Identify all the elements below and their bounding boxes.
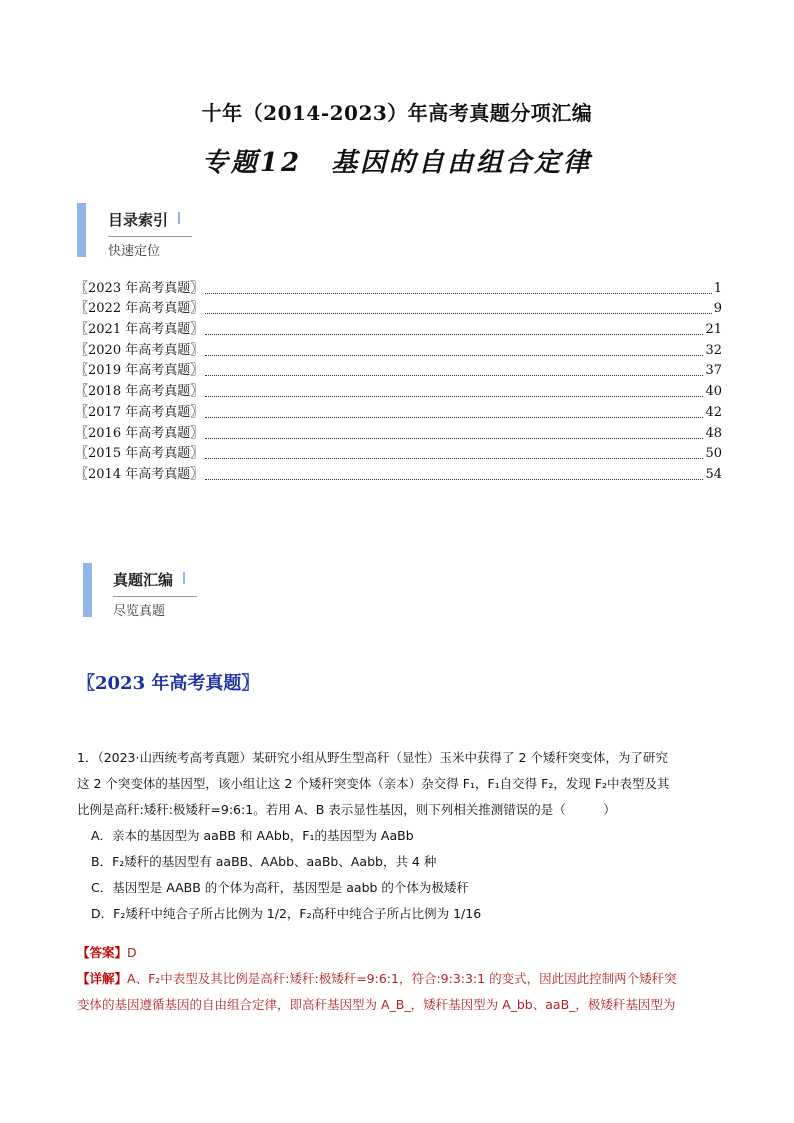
answer-tag: 【答案】 (77, 945, 128, 960)
option-b: B．F₂矮秆的基因型有 aaBB、AAbb、aaBb、Aabb，共 4 种 (91, 854, 437, 869)
toc-entry-label: 〖2019 年高考真题〗 (75, 363, 204, 379)
toc-leader-dots (205, 438, 703, 439)
question-stem-line: 1．（2023·山西统考高考真题）某研究小组从野生型高秆（显性）玉米中获得了 2 个矮秆突变体，为了研究 (77, 750, 668, 765)
toc-entry-label: 〖2016 年高考真题〗 (75, 425, 204, 441)
toc-entry-page: 48 (705, 425, 722, 441)
collection-section-subtitle: 尽览真题 (113, 604, 166, 619)
toc-section-bar (77, 203, 86, 257)
toc-entry[interactable] (75, 276, 722, 297)
toc-leader-dots (205, 396, 703, 397)
question-block (77, 745, 722, 927)
toc-entry-page: 9 (713, 301, 722, 317)
option-c: C．基因型是 AABB 的个体为高秆，基因型是 aabb 的个体为极矮秆 (91, 880, 469, 895)
toc-entry[interactable] (75, 462, 722, 483)
collection-section-bar (83, 563, 92, 617)
answer-value: D (127, 945, 137, 960)
heading-marker-icon (178, 212, 180, 224)
toc-entry-page: 42 (705, 404, 722, 420)
topic-title: 专题12 基因的自由组合定律 (201, 148, 593, 178)
toc-leader-dots (205, 417, 703, 418)
collection-heading-text: 真题汇编 (113, 571, 174, 589)
toc-leader-dots (205, 458, 703, 459)
option-a: A．亲本的基因型为 aaBB 和 AAbb，F₁的基因型为 AaBb (91, 828, 414, 843)
toc-entry[interactable] (75, 297, 722, 318)
toc-entry[interactable] (75, 400, 722, 421)
heading-marker-icon (183, 572, 185, 584)
toc-entry-page: 21 (705, 322, 722, 338)
toc-leader-dots (205, 479, 703, 480)
toc-entry-page: 37 (705, 363, 722, 379)
answer-block (77, 940, 722, 1018)
toc-entry-label: 〖2018 年高考真题〗 (75, 384, 204, 400)
explanation-tag: 【详解】 (77, 971, 128, 986)
toc-leader-dots (205, 375, 703, 376)
toc-section-heading (108, 209, 180, 230)
toc-entry[interactable] (75, 338, 722, 359)
year-heading: 〖2023 年高考真题〗 (77, 673, 260, 694)
toc-leader-dots (205, 334, 703, 335)
toc-entry-label: 〖2015 年高考真题〗 (75, 446, 204, 462)
toc-section-divider (108, 236, 192, 237)
toc-entry-label: 〖2020 年高考真题〗 (75, 342, 204, 358)
collection-section-heading (113, 569, 185, 590)
toc-entry-page: 40 (705, 384, 722, 400)
toc-entry-label: 〖2017 年高考真题〗 (75, 404, 204, 420)
toc-entry-label: 〖2023 年高考真题〗 (75, 280, 204, 296)
explanation-text: A、F₂中表型及其比例是高秆:矮秆:极矮秆=9:6:1，符合:9:3:3:1 的变式，因此因此控制两个矮秆突 (127, 971, 677, 986)
toc-entry-page: 50 (705, 446, 722, 462)
collection-section-divider (113, 596, 197, 597)
question-stem-line: 比例是高秆:矮秆:极矮秆=9:6:1。若用 A、B 表示显性基因，则下列相关推测错误的是（ ） (77, 802, 616, 817)
toc-section-subtitle: 快速定位 (108, 244, 161, 259)
explanation-line: 变体的基因遵循基因的自由组合定律，即高秆基因型为 A_B_，矮秆基因型为 A_bb、aaB_，极矮秆基因型为 (77, 997, 676, 1012)
document-title: 十年（2014-2023）年高考真题分项汇编 (201, 101, 593, 125)
toc-heading-text: 目录索引 (108, 211, 169, 229)
toc-entry-label: 〖2021 年高考真题〗 (75, 322, 204, 338)
toc-entry[interactable] (75, 379, 722, 400)
option-d: D．F₂矮秆中纯合子所占比例为 1/2，F₂高秆中纯合子所占比例为 1/16 (91, 906, 482, 921)
toc-entry-label: 〖2014 年高考真题〗 (75, 466, 204, 482)
toc-entry-page: 54 (705, 466, 722, 482)
answer-line (77, 940, 722, 966)
table-of-contents (75, 276, 722, 483)
toc-entry[interactable] (75, 317, 722, 338)
toc-entry-page: 32 (705, 342, 722, 358)
toc-leader-dots (205, 355, 703, 356)
toc-leader-dots (205, 313, 712, 314)
toc-entry[interactable] (75, 359, 722, 380)
toc-leader-dots (205, 293, 712, 294)
question-stem-line: 这 2 个突变体的基因型，该小组让这 2 个矮秆突变体（亲本）杂交得 F₁，F₁自交得 F₂，发现 F₂中表型及其 (77, 776, 670, 791)
toc-entry-label: 〖2022 年高考真题〗 (75, 301, 204, 317)
explanation-line (77, 966, 722, 992)
toc-entry-page: 1 (713, 280, 722, 296)
toc-entry[interactable] (75, 442, 722, 463)
toc-entry[interactable] (75, 421, 722, 442)
